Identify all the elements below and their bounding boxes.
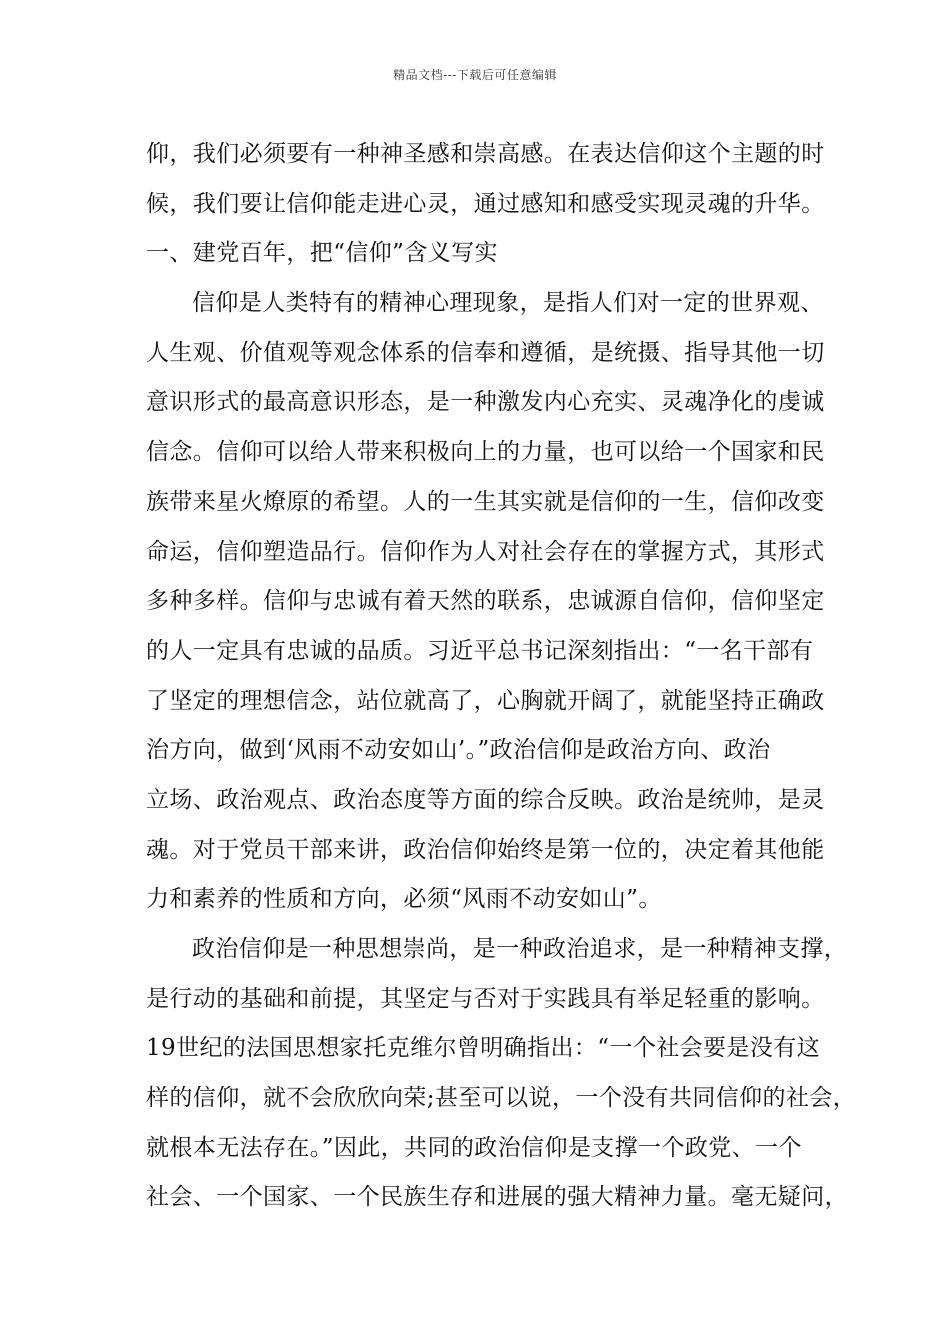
text-line: 了坚定的理想信念，站位就高了，心胸就开阔了，就能坚持正确政 <box>146 687 825 714</box>
paragraph-first-line: 政治信仰是一种思想崇尚，是一种政治追求，是一种精神支撑， <box>192 936 848 962</box>
page-header: 精品文档---下载后可任意编辑 <box>393 68 557 82</box>
text-line: 意识形式的最高意识形态，是一种激发内心充实、灵魂净化的虔诚 <box>146 389 825 416</box>
text-line: 的人一定具有忠诚的品质。习近平总书记深刻指出：“一名干部有 <box>146 637 814 664</box>
text-line: 多种多样。信仰与忠诚有着天然的联系，忠诚源自信仰，信仰坚定 <box>146 588 825 615</box>
paragraph-first-line: 信仰是人类特有的精神心理现象，是指人们对一定的世界观、 <box>192 290 824 317</box>
text-line: 力和素养的性质和方向，必须“风雨不动安如山”。 <box>146 886 662 913</box>
text-line: 族带来星火燎原的希望。人的一生其实就是信仰的一生，信仰改变 <box>146 488 825 515</box>
text-line: 社会、一个国家、一个民族生存和进展的强大精神力量。毫无疑问， <box>146 1184 848 1211</box>
text-line: 治方向，做到‘风雨不动安如山’。”政治信仰是政治方向、政治 <box>146 737 771 764</box>
text-line: 19世纪的法国思想家托克维尔曾明确指出：“一个社会要是没有这 <box>146 1035 821 1062</box>
text-line: 仰，我们必须要有一种神圣感和崇高感。在表达信仰这个主题的时 <box>146 141 825 167</box>
text-line: 魂。对于党员干部来讲，政治信仰始终是第一位的，决定着其他能 <box>146 836 825 863</box>
body-text <box>146 130 857 1223</box>
text-line: 命运，信仰塑造品行。信仰作为人对社会存在的掌握方式，其形式 <box>146 538 825 565</box>
text-line: 样的信仰，就不会欣欣向荣;甚至可以说，一个没有共同信仰的社会， <box>146 1085 857 1112</box>
text-line: 候，我们要让信仰能走进心灵，通过感知和感受实现灵魂的升华。 <box>146 190 825 217</box>
text-line: 信念。信仰可以给人带来积极向上的力量，也可以给一个国家和民 <box>146 439 825 466</box>
text-line: 是行动的基础和前提，其坚定与否对于实践具有举足轻重的影响。 <box>146 985 825 1012</box>
text-line: 立场、政治观点、政治态度等方面的综合反映。政治是统帅，是灵 <box>146 786 825 813</box>
text-line: 就根本无法存在。”因此，共同的政治信仰是支撑一个政党、一个 <box>146 1134 802 1161</box>
section-heading: 一、建党百年，把“信仰”含义写实 <box>146 240 498 267</box>
text-line: 人生观、价值观等观念体系的信奉和遵循，是统摄、指导其他一切 <box>146 339 825 366</box>
